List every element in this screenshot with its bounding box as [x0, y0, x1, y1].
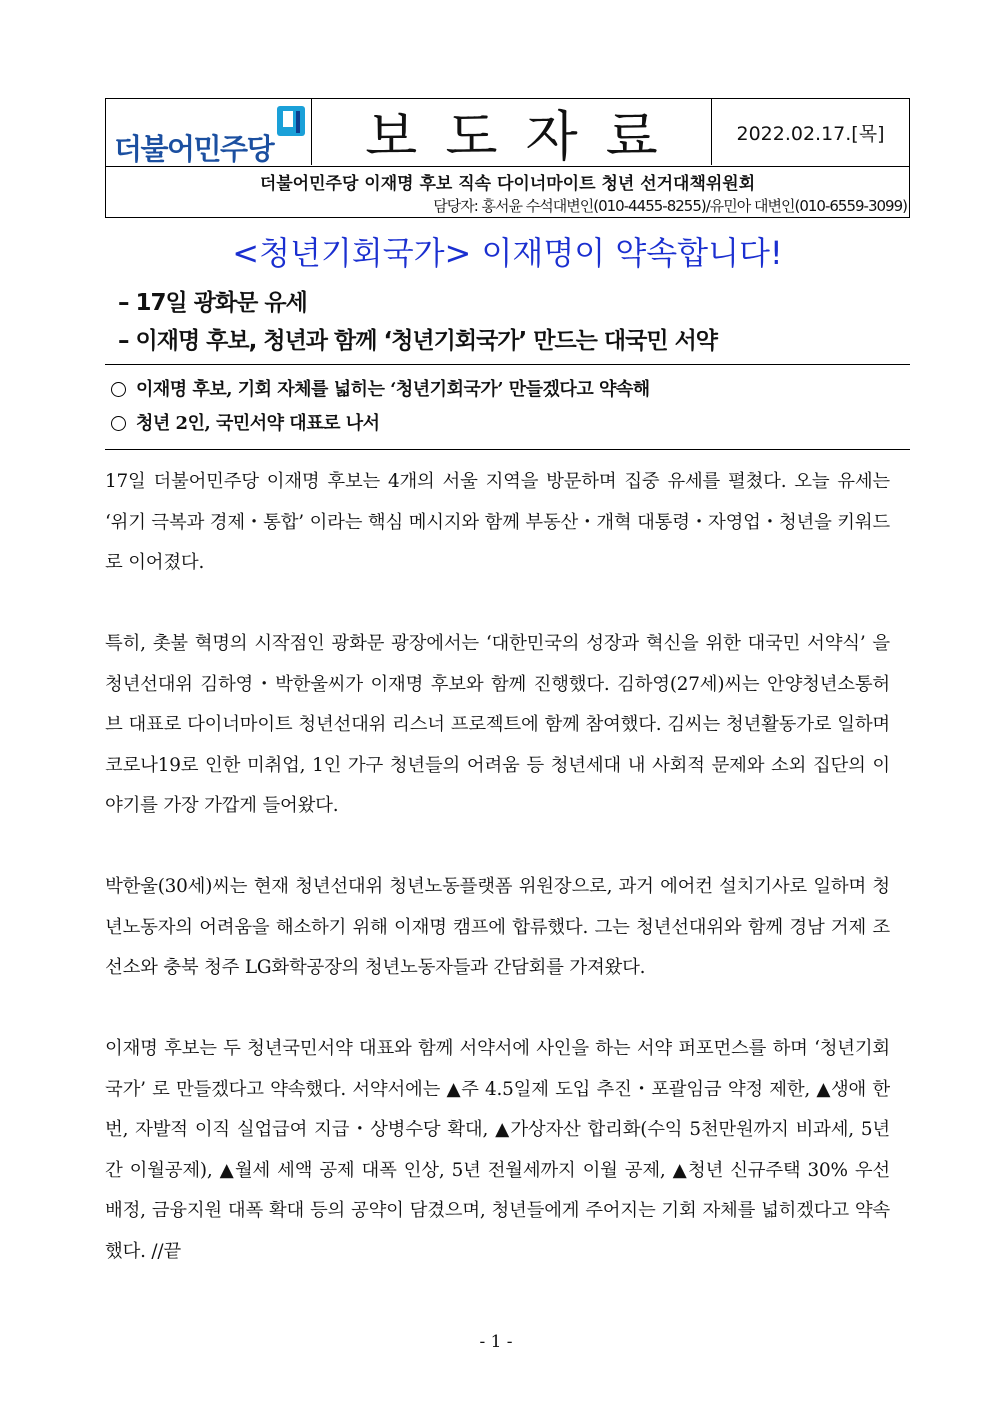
summary-item	[111, 373, 910, 407]
headline: <청년기회국가> 이재명이 약속합니다!	[232, 234, 783, 272]
date-cell: 2022.02.17.[목]	[736, 122, 885, 145]
paragraph: 박한울(30세)씨는 현재 청년선대위 청년노동플랫폼 위원장으로, 과거 에어컨 설치기사로 일하며 청년노동자의 어려움을 해소하기 위해 이재명 캠프에 합류했다. 그는 청년선대위와 함께 경남 거제 조선소와 충북 청주 LG화학공장의 청년노동자들과 간담회를 가져왔다.	[105, 876, 890, 978]
header-table	[105, 98, 910, 218]
document-title: 보도자료	[365, 104, 686, 168]
circle-bullet-icon	[111, 416, 126, 431]
party-flag-icon	[276, 105, 306, 137]
summary-text: 청년 2인, 국민서약 대표로 나서	[136, 413, 380, 434]
title-cell	[312, 99, 712, 168]
subheading: – 이재명 후보, 청년과 함께 ‘청년기회국가’ 만드는 대국민 서약	[118, 328, 718, 354]
paragraph: 특히, 촛불 혁명의 시작점인 광화문 광장에서는 ‘대한민국의 성장과 혁신을 위한 대국민 서약식’ 을 청년선대위 김하영・박한울씨가 이재명 후보와 함께 진행했다. 김하영(27세)씨는 안양청년소통허브 대표로 다이너마이트 청년선대위 리스너 프로젝트에 함께 참여했다. 김씨는 청년활동가로 일하며 코로나19로 인한 미취업, 1인 가구 청년들의 어려움 등 청년세대 내 사회적 문제와 소외 집단의 이야기를 가장 가깝게 들어왔다.	[105, 633, 890, 816]
paragraph: 17일 더불어민주당 이재명 후보는 4개의 서울 지역을 방문하며 집중 유세를 펼쳤다. 오늘 유세는 ‘위기 극복과 경제・통합’ 이라는 핵심 메시지와 함께 부동산・개혁 대통령・자영업・청년을 키워드로 이어졌다.	[105, 471, 890, 573]
circle-bullet-icon	[111, 382, 126, 397]
organization-line: 더불어민주당 이재명 후보 직속 다이너마이트 청년 선거대책위원회	[259, 174, 756, 194]
subheading: – 17일 광화문 유세	[118, 290, 307, 316]
logo-cell	[106, 99, 312, 165]
paragraph: 이재명 후보는 두 청년국민서약 대표와 함께 서약서에 사인을 하는 서약 퍼포먼스를 하며 ‘청년기회국가’ 로 만들겠다고 약속했다. 서약서에는 ▲주 4.5일제 도입 추진・포괄임금 약정 제한, ▲생애 한 번, 자발적 이직 실업급여 지급・상병수당 확대, ▲가상자산 합리화(수익 5천만원까지 비과세, 5년간 이월공제), ▲월세 세액 공제 대폭 인상, 5년 전월세까지 이월 공제, ▲청년 신규주택 30% 우선 배정, 금융지원 대폭 확대 등의 공약이 담겼으며, 청년들에게 주어지는 기회 자체를 넓히겠다고 약속했다. //끝	[105, 1038, 890, 1262]
page-number: - 1 -	[479, 1332, 513, 1352]
party-logo-text: 더불어민주당	[114, 132, 274, 166]
header-top-row	[106, 99, 909, 167]
subheadings	[118, 284, 717, 360]
summary-item	[111, 407, 910, 441]
summary-text: 이재명 후보, 기회 자체를 넓히는 ‘청년기회국가’ 만들겠다고 약속해	[136, 379, 650, 400]
body-text	[105, 462, 890, 1313]
summary-box	[105, 364, 910, 450]
contact-line: 담당자: 홍서윤 수석대변인(010-4455-8255)/유민아 대변인(010-6559-3099)	[433, 197, 907, 215]
